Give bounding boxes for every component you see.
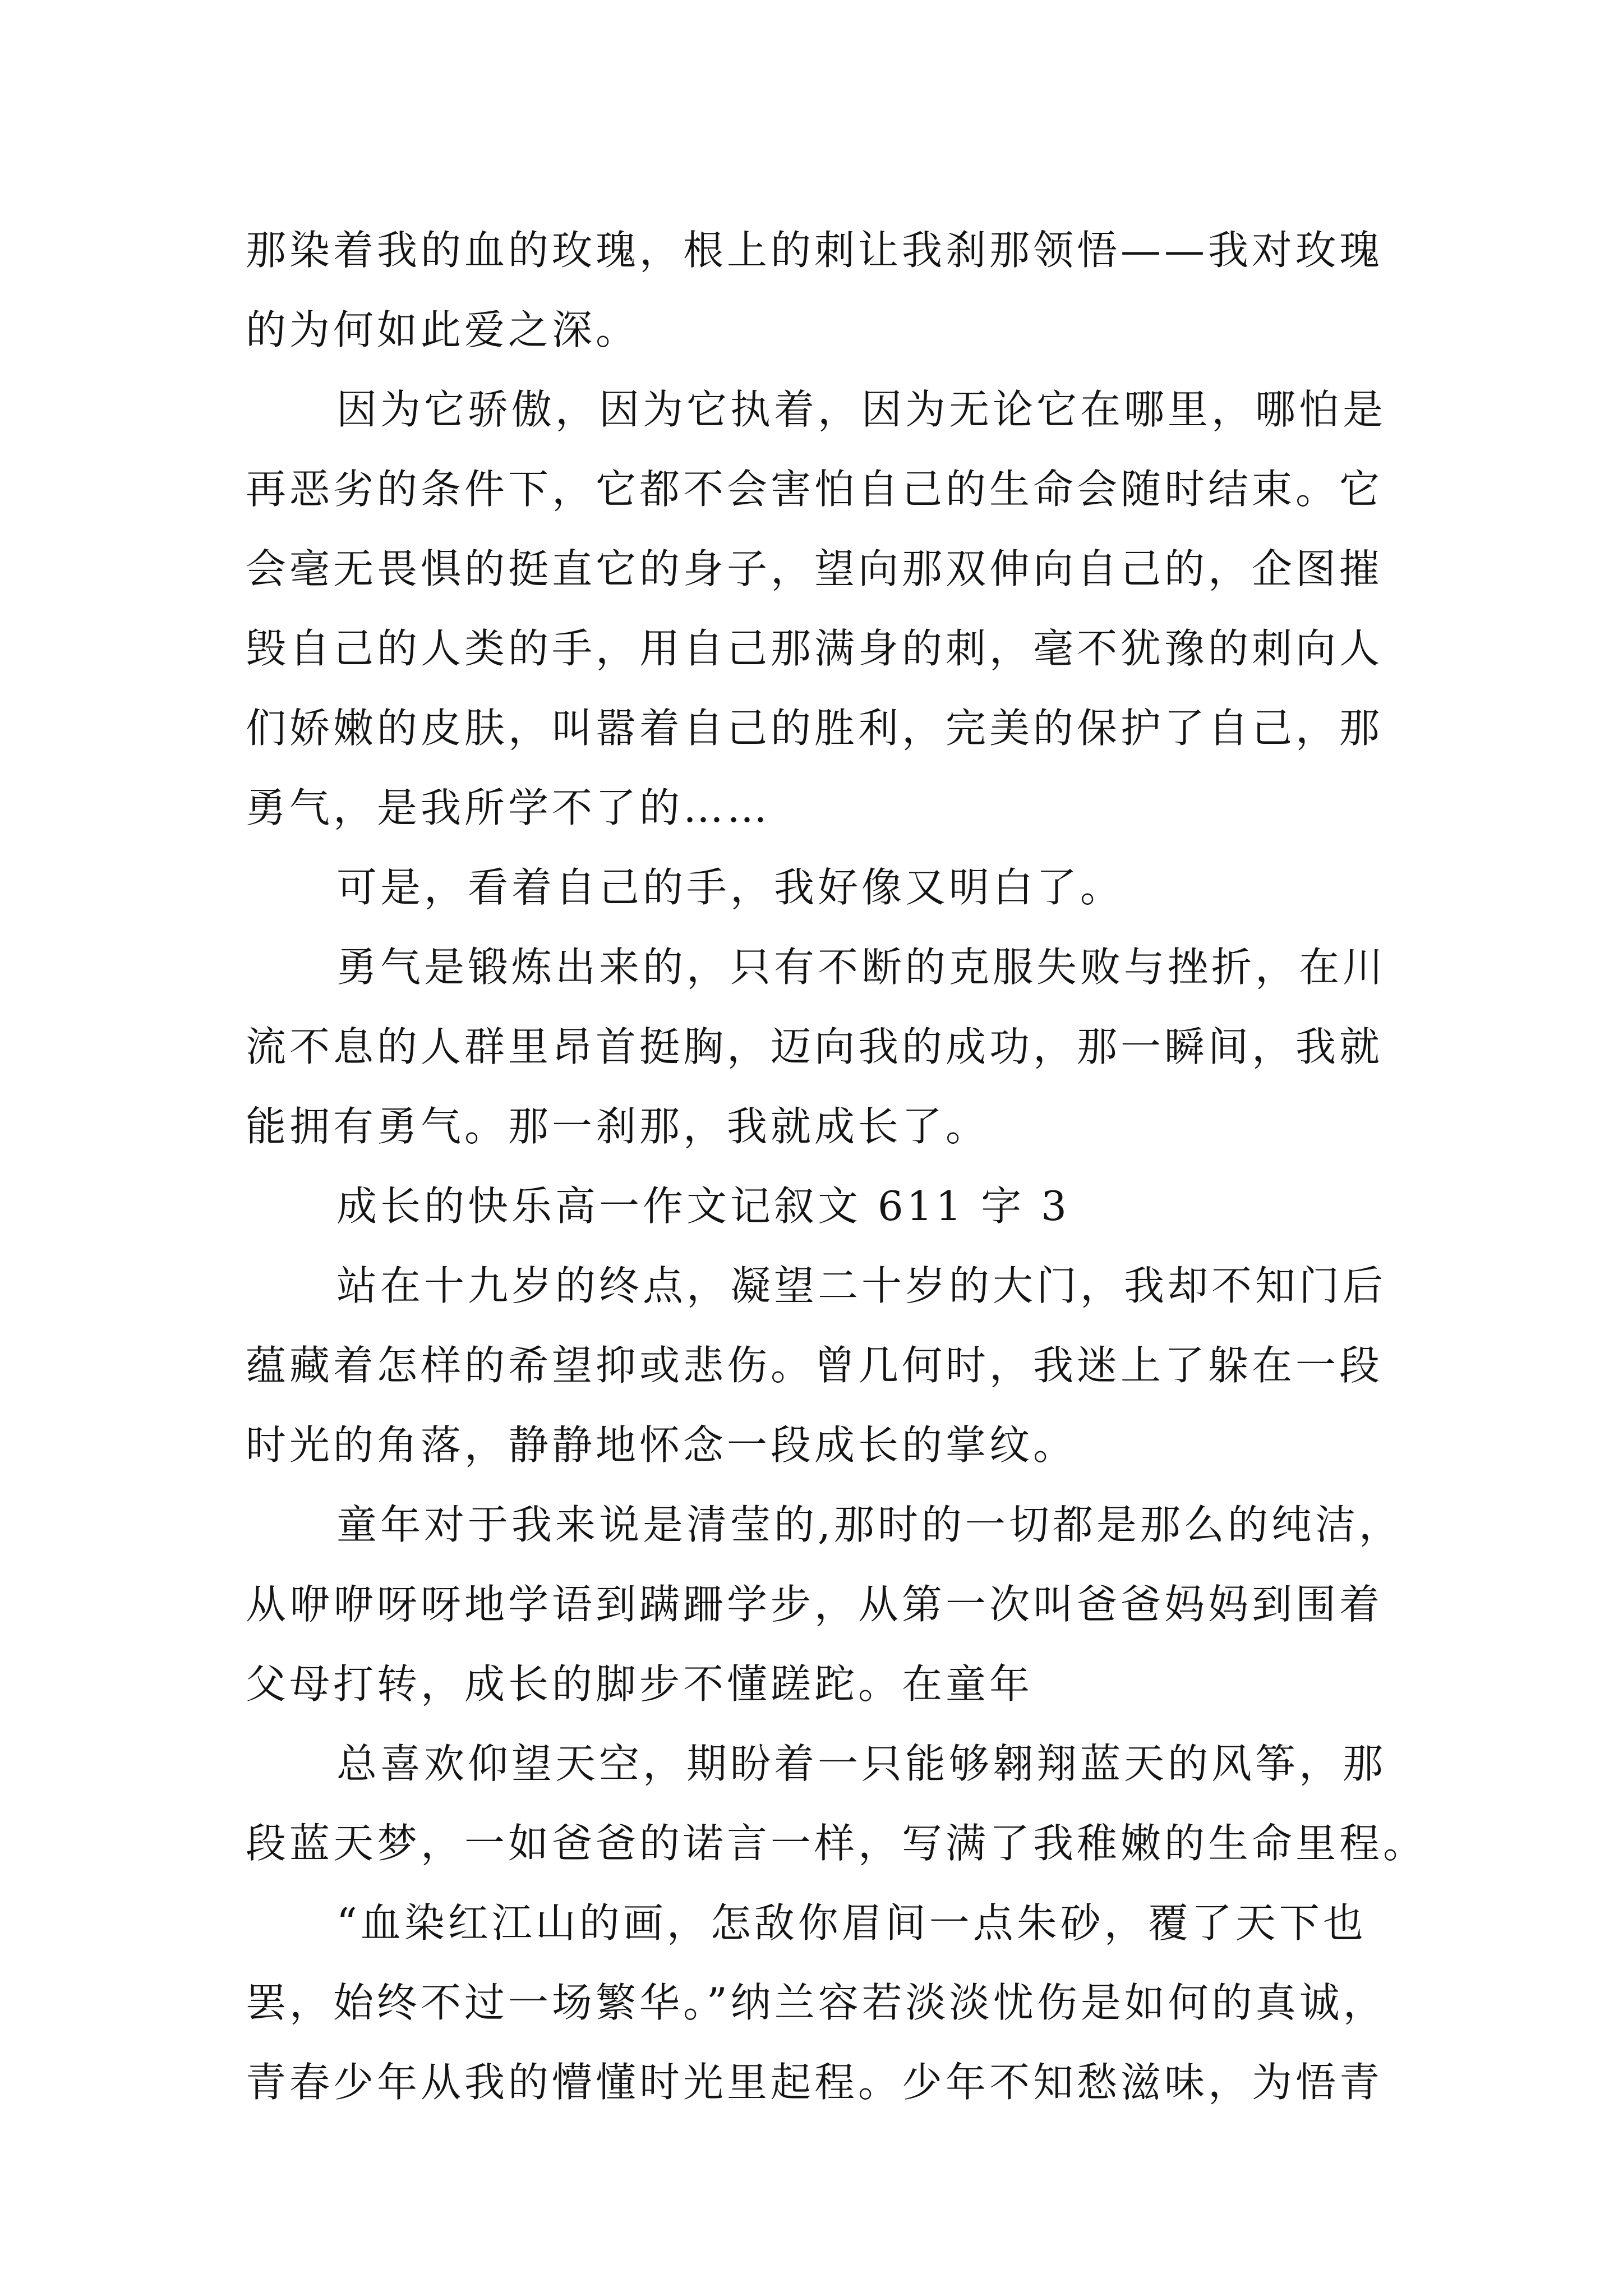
text-line: 时光的角落，静静地怀念一段成长的掌纹。	[246, 1421, 1077, 1469]
text-line: 毁自己的人类的手，用自己那满身的刺，毫不犹豫的刺向人	[246, 625, 1384, 672]
text-line: 勇气，是我所学不了的……	[246, 784, 771, 831]
text-line: 因为它骄傲，因为它执着，因为无论它在哪里，哪怕是	[336, 386, 1387, 433]
section-heading: 成长的快乐高一作文记叙文 611 字 3	[336, 1182, 1070, 1230]
text-line: 罢，始终不过一场繁华。”纳兰容若淡淡忧伤是如何的真诚，	[246, 1979, 1387, 2026]
text-line: 们娇嫩的皮肤，叫嚣着自己的胜利，完美的保护了自己，那	[246, 705, 1384, 752]
text-line: 青春少年从我的懵懂时光里起程。少年不知愁滋味，为悟青	[246, 2059, 1384, 2106]
text-line: 蕴藏着怎样的希望抑或悲伤。曾几何时，我迷上了躲在一段	[246, 1342, 1384, 1389]
text-line: 父母打转，成长的脚步不懂蹉跎。在童年	[246, 1660, 1034, 1708]
text-line: 那染着我的血的玫瑰，根上的刺让我刹那领悟——我对玫瑰	[246, 227, 1384, 274]
text-line: 总喜欢仰望天空，期盼着一只能够翱翔蓝天的风筝，那	[336, 1740, 1387, 1787]
text-line: 的为何如此爱之深。	[246, 306, 640, 353]
text-line: 能拥有勇气。那一刹那，我就成长了。	[246, 1103, 990, 1150]
text-line: 勇气是锻炼出来的，只有不断的克服失败与挫折，在川	[336, 944, 1387, 991]
text-line: 段蓝天梦，一如爸爸的诺言一样，写满了我稚嫩的生命里程。	[246, 1820, 1427, 1867]
text-line: 流不息的人群里昂首挺胸，迈向我的成功，那一瞬间，我就	[246, 1023, 1384, 1070]
text-line: “血染红江山的画，怎敌你眉间一点朱砂，覆了天下也	[336, 1899, 1367, 1947]
text-line: 可是，看着自己的手，我好像又明白了。	[336, 864, 1124, 911]
text-line: 站在十九岁的终点，凝望二十岁的大门，我却不知门后	[336, 1262, 1387, 1309]
text-line: 会毫无畏惧的挺直它的身子，望向那双伸向自己的，企图摧	[246, 545, 1384, 592]
text-line: 童年对于我来说是清莹的,那时的一切都是那么的纯洁，	[336, 1501, 1403, 1548]
text-line: 再恶劣的条件下，它都不会害怕自己的生命会随时结束。它	[246, 466, 1384, 513]
text-line: 从咿咿呀呀地学语到蹒跚学步，从第一次叫爸爸妈妈到围着	[246, 1581, 1384, 1628]
